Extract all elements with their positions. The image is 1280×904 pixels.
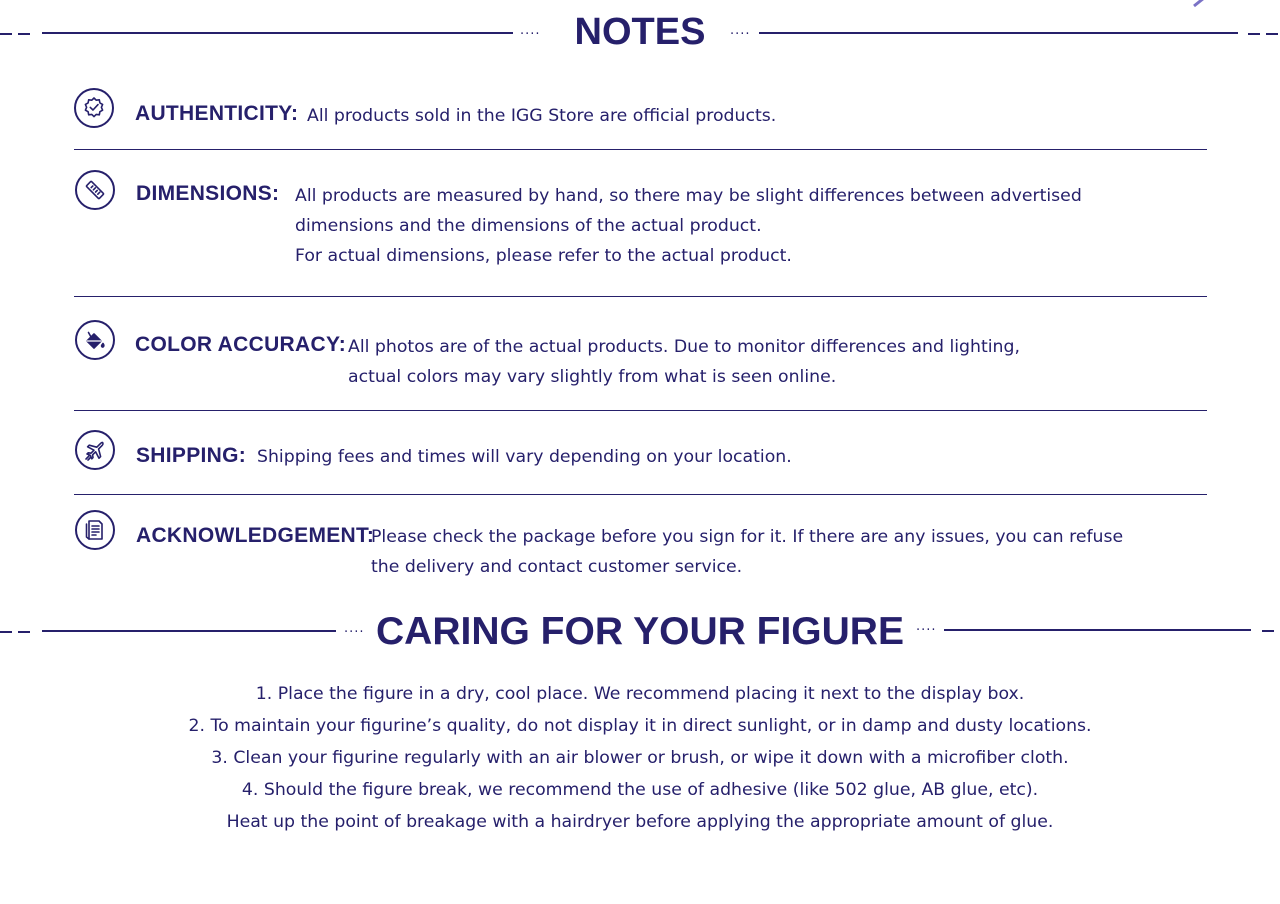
note-label: ACKNOWLEDGEMENT: (136, 524, 375, 547)
care-line: 4. Should the figure break, we recommend the use of adhesive (like 502 glue, AB glue, etc). (241, 780, 1039, 800)
document-icon (75, 510, 115, 550)
header-dots-left: .... (344, 621, 365, 636)
note-authenticity (74, 88, 1207, 138)
care-line: 3. Clean your figurine regularly with an air blower or brush, or wipe it down with a microfiber cloth. (211, 748, 1069, 768)
note-text: Shipping fees and times will vary depending on your location. (257, 447, 792, 467)
note-label: SHIPPING: (136, 444, 247, 467)
note-text: dimensions and the dimensions of the actual product. (295, 216, 762, 236)
care-line: 2. To maintain your figurine’s quality, do not display it in direct sunlight, or in damp and dusty locations. (188, 716, 1092, 736)
paint-bucket-icon (75, 320, 115, 360)
note-text: the delivery and contact customer service. (371, 557, 743, 577)
header-dash (1262, 630, 1274, 632)
note-label: COLOR ACCURACY: (135, 333, 346, 356)
note-text: All photos are of the actual products. Due to monitor differences and lighting, (348, 337, 1020, 357)
header-dash (1248, 33, 1260, 35)
care-line: 1. Place the figure in a dry, cool place. We recommend placing it next to the display box. (255, 684, 1025, 704)
header-dash (1266, 33, 1278, 35)
notes-header (0, 0, 1280, 60)
header-rule-right (944, 629, 1251, 631)
divider (74, 410, 1207, 411)
care-line: Heat up the point of breakage with a hairdryer before applying the appropriate amount of glue. (226, 812, 1054, 832)
note-text: For actual dimensions, please refer to the actual product. (295, 246, 792, 266)
badge-check-icon (74, 88, 114, 128)
ruler-icon (75, 170, 115, 210)
header-rule-right (759, 32, 1238, 34)
note-text: All products are measured by hand, so there may be slight differences between advertised (295, 186, 1082, 206)
care-header (0, 600, 1280, 660)
note-text: Please check the package before you sign for it. If there are any issues, you can refuse (371, 527, 1124, 547)
note-text: actual colors may vary slightly from what is seen online. (348, 367, 837, 387)
note-label: DIMENSIONS: (136, 182, 280, 205)
notes-title: NOTES (574, 11, 706, 53)
header-dots-right: .... (916, 619, 937, 634)
airplane-icon (75, 430, 115, 470)
note-label: AUTHENTICITY: (135, 102, 299, 125)
divider (74, 296, 1207, 297)
note-acknowledgement (74, 509, 1207, 589)
divider (74, 149, 1207, 150)
note-text: All products sold in the IGG Store are official products. (307, 106, 777, 126)
care-instructions (0, 678, 1280, 838)
note-dimensions (74, 168, 1207, 278)
header-dots-right: .... (730, 23, 751, 38)
note-color-accuracy (74, 319, 1207, 399)
header-dots-left: .... (520, 23, 541, 38)
note-shipping (74, 429, 1207, 479)
divider (74, 494, 1207, 495)
care-title: CARING FOR YOUR FIGURE (376, 610, 904, 653)
